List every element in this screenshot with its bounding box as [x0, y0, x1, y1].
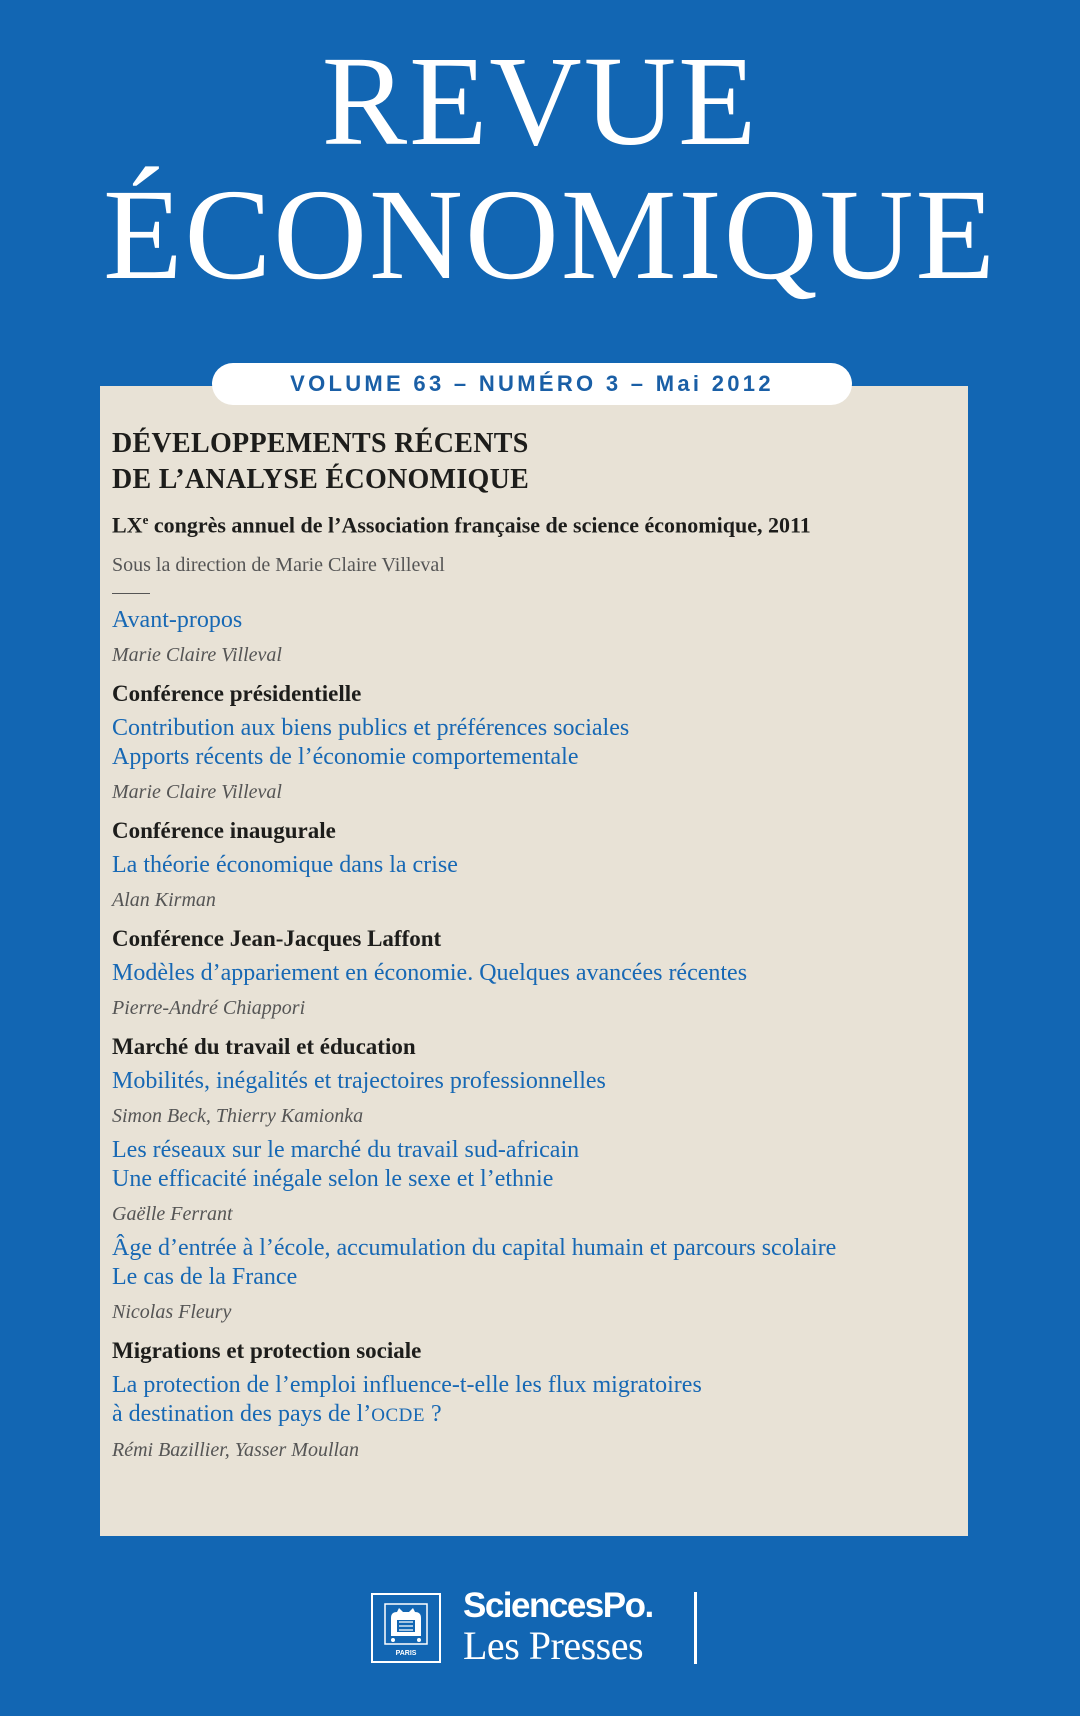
dossier-title [112, 426, 962, 498]
editor-credit: Sous la direction de Marie Claire Villeval [112, 554, 445, 577]
journal-title-line2: ÉCONOMIQUE [103, 163, 997, 307]
dossier-title-line1: DÉVELOPPEMENTS RÉCENTS [112, 428, 529, 459]
article-title[interactable] [112, 1371, 962, 1430]
article-author: Simon Beck, Thierry Kamionka [112, 1105, 364, 1128]
article-title-line2 [112, 1400, 962, 1430]
section-heading: Conférence présidentielle [112, 681, 362, 707]
subtitle-prefix: LX [112, 512, 143, 538]
article-author: Rémi Bazillier, Yasser Moullan [112, 1439, 360, 1462]
article [112, 851, 962, 914]
table-of-contents [112, 426, 962, 1466]
publisher-name: SciencesPo. [463, 1586, 653, 1625]
article-title-line1: Âge d’entrée à l’école, accumulation du capital humain et parcours scolaire [112, 1235, 837, 1262]
article-title-line1: La protection de l’emploi influence-t-elle les flux migratoires [112, 1372, 702, 1399]
article-author: Gaëlle Ferrant [112, 1203, 233, 1226]
article-title[interactable]: Avant-propos [112, 607, 243, 634]
publisher-imprint: Les Presses [463, 1623, 644, 1668]
article-title-line2: Une efficacité inégale selon le sexe et l’ethnie [112, 1166, 554, 1193]
subtitle-rest: congrès annuel de l’Association française de science économique, 2011 [148, 512, 811, 538]
article-title-line2: Le cas de la France [112, 1264, 298, 1291]
article [112, 959, 962, 1022]
section-heading: Conférence Jean-Jacques Laffont [112, 926, 442, 952]
article [112, 1234, 962, 1326]
dossier-title-line2: DE L’ANALYSE ÉCONOMIQUE [112, 464, 530, 495]
divider [112, 593, 150, 594]
article-title[interactable]: Mobilités, inégalités et trajectoires professionnelles [112, 1068, 606, 1095]
article-author: Pierre-André Chiappori [112, 997, 306, 1020]
dossier-subtitle [112, 504, 962, 541]
article-author: Alan Kirman [112, 889, 216, 912]
section-heading: Migrations et protection sociale [112, 1338, 422, 1364]
title-text: à destination des pays de l’ [112, 1401, 372, 1428]
article [112, 1067, 962, 1130]
section-heading: Marché du travail et éducation [112, 1034, 416, 1060]
lion-crest-icon [379, 1600, 433, 1652]
article-title-line1: Contribution aux biens publics et préférences sociales [112, 715, 630, 742]
issue-label: VOLUME 63 – NUMÉRO 3 – Mai 2012 [212, 363, 852, 405]
seal-text: PARIS [395, 1649, 417, 1657]
article [112, 1371, 962, 1464]
article-author: Nicolas Fleury [112, 1301, 232, 1324]
article-title[interactable] [112, 1136, 962, 1194]
section-heading: Conférence inaugurale [112, 818, 336, 844]
subtitle-sup: e [142, 512, 149, 527]
article-title[interactable] [112, 1234, 962, 1292]
article-title-line1: Les réseaux sur le marché du travail sud-africain [112, 1137, 580, 1164]
article-avant-propos [112, 606, 962, 669]
article [112, 714, 962, 806]
article-author: Marie Claire Villeval [112, 781, 282, 804]
sciences-po-seal-logo [371, 1593, 441, 1663]
article-title-line2: Apports récents de l’économie comportementale [112, 744, 579, 771]
title-text: ? [425, 1401, 442, 1428]
article [112, 1136, 962, 1228]
article-title[interactable] [112, 714, 962, 772]
journal-title-line1: REVUE [321, 30, 759, 172]
publisher-divider [694, 1592, 697, 1664]
article-title[interactable]: Modèles d’appariement en économie. Quelques avancées récentes [112, 960, 748, 987]
title-abbr: OCDE [371, 1405, 425, 1427]
article-title[interactable]: La théorie économique dans la crise [112, 852, 458, 879]
article-author: Marie Claire Villeval [112, 644, 282, 667]
